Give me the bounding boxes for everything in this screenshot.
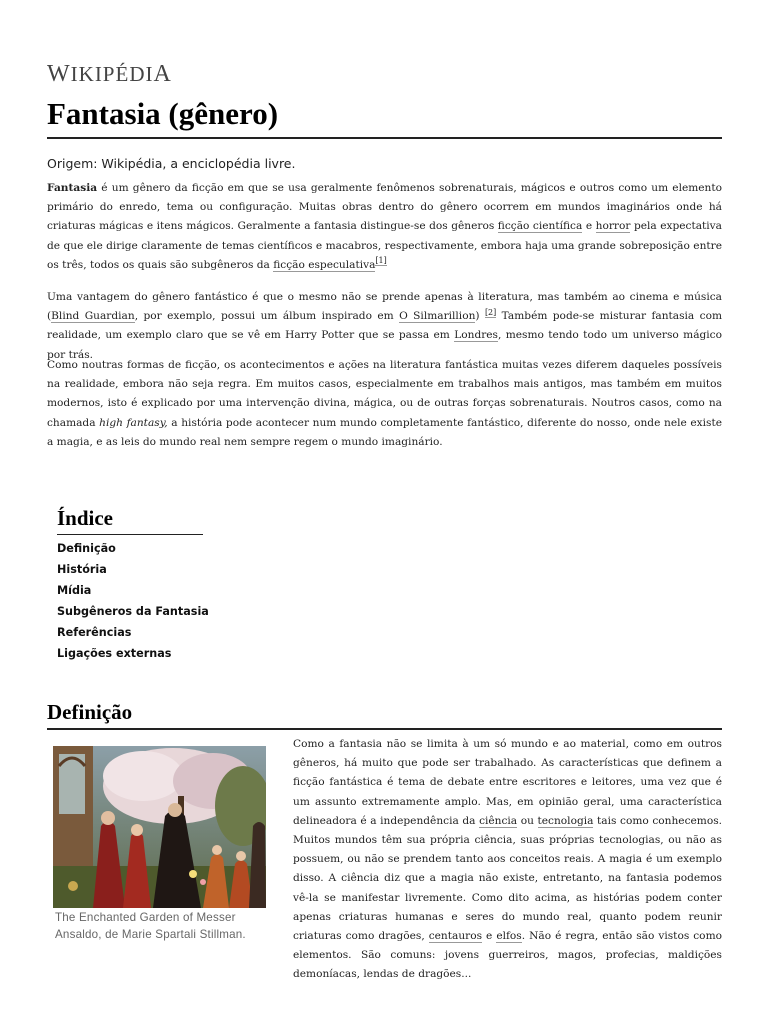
text-span: ou <box>517 814 538 827</box>
toc-item-definicao[interactable]: Definição <box>57 542 116 555</box>
table-of-contents <box>57 540 209 666</box>
text-span: ) <box>475 310 480 323</box>
intro-paragraph-1 <box>47 179 722 275</box>
text-span: . Não é regra, então são vistos como elementos. São comuns: jovens guerreiros, magos, profecias, maldições demoníacas, lendas de dragões... <box>293 930 722 981</box>
intro-paragraph-2 <box>47 288 722 365</box>
link-centauros[interactable]: centauros <box>428 930 483 943</box>
intro-paragraph-3 <box>47 356 722 452</box>
logo-final: A <box>153 61 172 87</box>
painting-illustration <box>53 746 266 908</box>
text-span: , por exemplo, possui um álbum inspirado em <box>134 310 400 323</box>
bold-term: Fantasia <box>47 182 98 194</box>
link-ciencia[interactable]: ciência <box>479 814 518 827</box>
logo-middle: IKIPÉDI <box>70 62 154 86</box>
wikipedia-logo[interactable] <box>47 61 172 88</box>
link-horror[interactable]: horror <box>595 220 631 233</box>
definition-paragraph <box>293 735 722 985</box>
section-divider <box>47 728 722 730</box>
text-span: Uma vantagem do gênero fantástico é que o mesmo não se prende apenas à literatura, mas também ao cinema e música ( <box>47 291 722 323</box>
text-span: e <box>482 930 497 943</box>
toc-title: Índice <box>57 506 114 530</box>
toc-item-midia[interactable]: Mídia <box>57 584 92 597</box>
text-span: , mesmo tendo todo um universo mágico por trás. <box>47 329 722 361</box>
painting-image[interactable] <box>53 746 266 908</box>
link-ficcao-cientifica[interactable]: ficção científica <box>497 220 583 233</box>
toc-item-referencias[interactable]: Referências <box>57 626 132 639</box>
italic-term: high fantasy, <box>99 416 168 429</box>
link-o-silmarillion[interactable]: O Silmarillion <box>399 310 476 323</box>
title-divider <box>47 137 722 139</box>
link-tecnologia[interactable]: tecnologia <box>537 814 594 827</box>
text-span: pela expectativa de que ele dirige claramente de temas científicos e macabros, respectivamente, embora haja uma grande sobreposição entre os três, todos os quais são subgêneros da <box>47 220 722 271</box>
text-span: é um gênero da ficção em que se usa geralmente fenômenos sobrenaturais, mágicos e outros como um elemento primário do enredo, tema ou configuração. Muitas obras dentro do gênero ocorrem em mundos imaginários onde há criaturas mágicas e itens mágicos. Geralmente a fantasia distingue-se dos gêneros <box>47 182 722 233</box>
link-elfos[interactable]: elfos <box>496 930 522 943</box>
toc-item-subgeneros[interactable]: Subgêneros da Fantasia <box>57 605 209 618</box>
toc-divider <box>57 534 203 535</box>
logo-initial: W <box>47 61 71 87</box>
reference-2[interactable]: [2] <box>484 307 497 317</box>
page-title: Fantasia (gênero) <box>47 96 279 131</box>
toc-item-ligacoes-externas[interactable]: Ligações externas <box>57 647 172 660</box>
link-ficcao-especulativa[interactable]: ficção especulativa <box>273 258 376 271</box>
reference-1[interactable]: [1] <box>375 256 387 266</box>
text-span: e <box>582 220 596 233</box>
text-span: tais como conhecemos. Muitos mundos têm sua própria ciência, suas próprias tecnologias, ou não as possuem, ou não se prendem tanto aos conceitos reais. A magia é um exemplo disso. A ciência diz que a magia não existe, entretanto, na fantasia podemos vê-la se manifestar livremente. Como dito acima, as histórias podem conter apenas criaturas humanas e seres do mundo real, quanto podem reunir criaturas como dragões, <box>293 814 722 943</box>
text-span: Como noutras formas de ficção, os acontecimentos e ações na literatura fantástica muitas vezes diferem daqueles possíveis na realidade, embora não seja regra. Em muitos casos, especialmente em trabalhos mais antigos, mas também em muitos modernos, isto é explicado por uma intervenção divina, mágica, ou de outras forças sobrenaturais. Noutros casos, como na chamada <box>47 359 722 429</box>
image-caption: The Enchanted Garden of Messer Ansaldo, de Marie Spartali Stillman. <box>55 911 246 941</box>
link-londres[interactable]: Londres <box>454 329 498 342</box>
text-span: a história pode acontecer num mundo completamente fantástico, diferente do nosso, onde nele existe a magia, e as leis do mundo real nem sempre regem o mundo imaginário. <box>47 416 722 448</box>
section-title-definicao: Definição <box>47 700 133 724</box>
text-span: Como a fantasia não se limita à um só mundo e ao material, como em outros gêneros, há muito que pode ser trabalhado. As características que definem a ficção fantástica é tema de debate entre escritores e leitores, uma vez que é um assunto extremamente amplo. Mas, em opinião geral, uma característica delineadora é a independência da <box>293 738 722 827</box>
text-span: Também pode-se misturar fantasia com realidade, um exemplo claro que se vê em Harry Potter que se passa em <box>47 310 722 342</box>
link-blind-guardian[interactable]: Blind Guardian <box>51 310 135 323</box>
toc-item-historia[interactable]: História <box>57 563 107 576</box>
origin-line: Origem: Wikipédia, a enciclopédia livre. <box>47 156 296 171</box>
